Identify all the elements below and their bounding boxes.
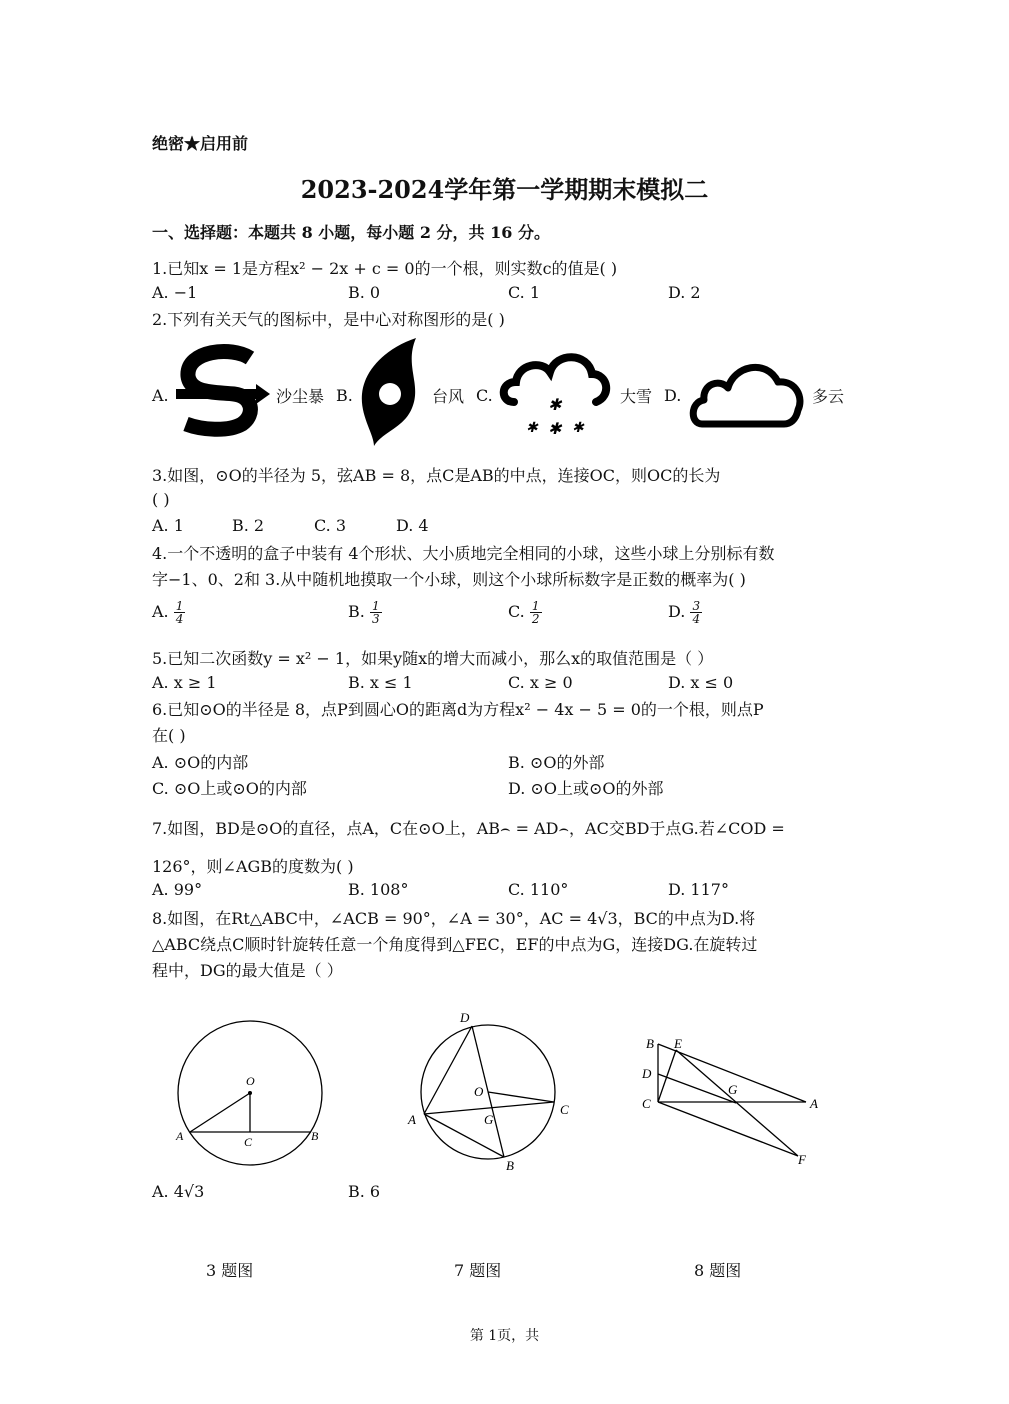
question-4: 4.一个不透明的盒子中装有 4个形状、大小质地完全相同的小球，这些小球上分别标有数 [152,544,775,563]
question-1: 1.已知x = 1是方程x² − 2x + c = 0的一个根，则实数c的值是( ) [152,259,618,278]
fig7-label-d: D [460,1010,470,1025]
icon-label-typhoon: 台风 [432,387,465,406]
q4-option-a [152,600,185,625]
page-footer: 第 1页，共 [469,1328,540,1344]
heavy-snow-icon [496,344,616,436]
q7-option-a: A. 99° [152,880,203,899]
icon-label-cloudy: 多云 [812,387,845,406]
fig3-label-c: C [244,1135,253,1149]
fig8-label-c: C [642,1096,651,1111]
q3-option-a: A. 1 [152,516,184,535]
question-2: 2.下列有关天气的图标中，是中心对称图形的是( ) [152,310,505,329]
figure-8-caption: 8 题图 [694,1261,742,1280]
q4-option-b [348,600,382,625]
typhoon-icon [356,336,428,448]
fig8-label-b: B [646,1036,654,1051]
fig7-label-b: B [506,1158,514,1173]
q4-option-c-label: C. [508,602,525,621]
q3-option-d: D. 4 [396,516,429,535]
q4-option-a-fraction: $\frac{1}{4}$ [175,599,184,626]
page-title: 2023-2024学年第一学期期末模拟二 [300,175,709,204]
section-heading: 一、选择题：本题共 8 小题，每小题 2 分，共 16 分。 [152,223,550,242]
q1-option-c: C. 1 [508,283,541,302]
q4-option-d-fraction: $\frac{3}{4}$ [692,599,701,626]
svg-text:✱: ✱ [548,397,562,414]
q2-option-a: A. [152,386,169,405]
q7-option-c: C. 110° [508,880,569,899]
q4-option-d-label: D. [668,602,686,621]
cloudy-icon [688,350,806,432]
q3-option-b: B. 2 [232,516,265,535]
figure-3-circle-chord [170,1014,330,1170]
q2-option-b: B. [336,386,353,405]
question-6: 6.已知⊙O的半径是 8，点P到圆心O的距离d为方程x² − 4x − 5 = 0的一个根，则点P [152,700,764,719]
q2-option-d: D. [664,386,682,405]
q6-option-d: D. ⊙O上或⊙O的外部 [508,779,664,798]
fig7-label-g: G [484,1112,494,1127]
svg-text:✱: ✱ [548,421,562,436]
question-4-cont: 字−1、0、2和 3.从中随机地摸取一个小球，则这个小球所标数字是正数的概率为( ) [152,570,746,589]
q1-option-a: A. −1 [152,283,198,302]
fig3-label-b: B [311,1129,319,1143]
q4-option-d [668,600,702,625]
svg-text:✱: ✱ [526,421,538,436]
fig8-label-d: D [642,1066,652,1081]
fig8-label-f: F [798,1152,806,1167]
fig7-label-o: O [474,1084,484,1099]
q5-option-d: D. x ≤ 0 [668,673,734,692]
q4-option-c [508,600,542,625]
confidential-mark: 绝密★启用前 [152,134,249,153]
q4-option-c-fraction: $\frac{1}{2}$ [531,599,540,626]
q4-option-b-fraction: $\frac{1}{3}$ [371,599,380,626]
q1-option-b: B. 0 [348,283,381,302]
question-6-cont: 在( ) [152,726,186,745]
icon-label-sandstorm: 沙尘暴 [276,387,325,406]
icon-label-heavy-snow: 大雪 [620,387,653,406]
q8-option-b: B. 6 [348,1182,381,1201]
q5-option-a: A. x ≥ 1 [152,673,217,692]
q6-option-a: A. ⊙O的内部 [152,753,249,772]
q6-option-c: C. ⊙O上或⊙O的内部 [152,779,307,798]
fig7-label-c: C [560,1102,569,1117]
fig8-label-g: G [728,1082,738,1097]
figure-7-caption: 7 题图 [454,1261,502,1280]
sandstorm-icon [172,344,272,439]
question-7-cont: 126°，则∠AGB的度数为( ) [152,857,354,876]
fig8-label-a: A [810,1096,818,1111]
fig8-label-e: E [674,1036,682,1051]
q6-option-b: B. ⊙O的外部 [508,753,605,772]
q1-option-d: D. 2 [668,283,701,302]
question-3-paren: ( ) [152,490,170,509]
fig3-label-a: A [176,1129,184,1143]
question-7: 7.如图，BD是⊙O的直径，点A，C在⊙O上，AB⌢ = AD⌢，AC交BD于点G.若∠COD = [152,819,785,838]
svg-text:✱: ✱ [572,421,584,436]
question-8: 8.如图，在Rt△ABC中，∠ACB = 90°，∠A = 30°，AC = 4√3，BC的中点为D.将 [152,909,756,928]
figure-7-circle-diameter [404,1006,584,1176]
q7-option-b: B. 108° [348,880,409,899]
figure-3-caption: 3 题图 [206,1261,254,1280]
question-5: 5.已知二次函数y = x² − 1，如果y随x的增大而减小，那么x的取值范围是（ ） [152,649,714,668]
q7-option-d: D. 117° [668,880,729,899]
question-8-cont: △ABC绕点C顺时针旋转任意一个角度得到△FEC，EF的中点为G，连接DG.在旋转过 [152,935,758,954]
q3-option-c: C. 3 [314,516,347,535]
q8-option-a: A. 4√3 [152,1182,205,1201]
q4-option-a-label: A. [152,602,169,621]
q5-option-c: C. x ≥ 0 [508,673,573,692]
q5-option-b: B. x ≤ 1 [348,673,413,692]
figure-8-rotated-triangles [636,1030,836,1180]
question-3: 3.如图，⊙O的半径为 5，弦AB = 8，点C是AB的中点，连接OC，则OC的长为 [152,466,721,485]
question-8-cont2: 程中，DG的最大值是（ ） [152,961,343,980]
q4-option-b-label: B. [348,602,365,621]
fig7-label-a: A [408,1112,416,1127]
fig3-label-o: O [246,1074,255,1088]
q2-option-c: C. [476,386,493,405]
